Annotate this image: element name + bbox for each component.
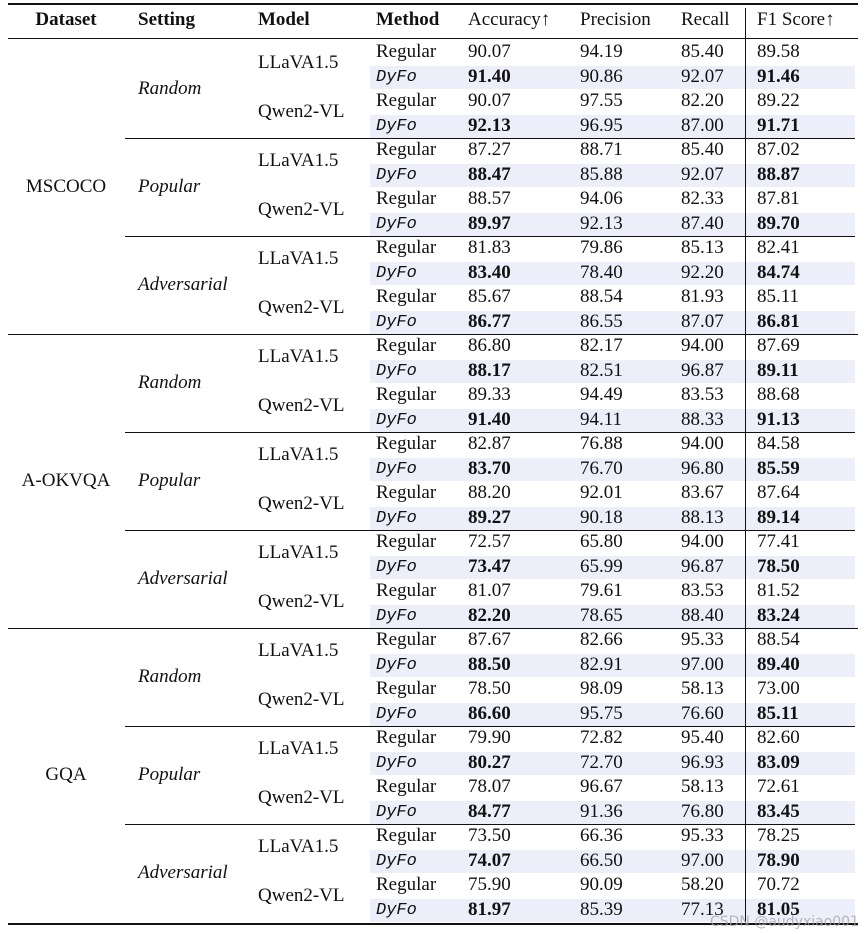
cell-method: Regular [376, 727, 437, 748]
cell-f1: 89.40 [757, 653, 800, 675]
model-label: LLaVA1.5 [258, 248, 339, 270]
header-accuracy: Accuracy↑ [468, 9, 551, 30]
cell-prec: 79.86 [580, 237, 623, 258]
cell-f1: 87.02 [757, 139, 800, 160]
model-label: Qwen2-VL [258, 199, 345, 221]
cell-rec: 97.00 [681, 653, 724, 675]
cell-f1: 78.90 [757, 849, 800, 871]
cell-acc: 73.50 [468, 825, 511, 846]
cell-f1: 91.46 [757, 65, 800, 87]
cell-prec: 95.75 [580, 702, 623, 724]
cell-method: DyFo [376, 459, 417, 479]
cell-method: DyFo [376, 263, 417, 283]
cell-prec: 85.88 [580, 163, 623, 185]
cell-f1: 84.74 [757, 261, 800, 283]
cell-method: Regular [376, 286, 437, 307]
header-setting: Setting [138, 9, 195, 30]
setting-label: Random [138, 371, 202, 393]
cell-f1: 88.68 [757, 384, 800, 405]
cell-rec: 92.07 [681, 163, 724, 185]
model-label: LLaVA1.5 [258, 346, 339, 368]
cell-acc: 73.47 [468, 555, 511, 577]
cell-rec: 81.93 [681, 286, 724, 307]
cell-acc: 78.07 [468, 776, 511, 797]
cell-rec: 94.00 [681, 433, 724, 454]
model-label: LLaVA1.5 [258, 836, 339, 858]
top-rule [8, 3, 858, 5]
cell-method: DyFo [376, 165, 417, 185]
cell-method: DyFo [376, 655, 417, 675]
cell-rec: 83.53 [681, 384, 724, 405]
cell-prec: 94.19 [580, 41, 623, 62]
cell-prec: 92.13 [580, 212, 623, 234]
cell-method: Regular [376, 874, 437, 895]
cell-rec: 85.40 [681, 139, 724, 160]
cell-rec: 76.60 [681, 702, 724, 724]
cell-prec: 82.91 [580, 653, 623, 675]
cell-rec: 96.87 [681, 555, 724, 577]
dataset-label: GQA [45, 763, 87, 785]
cell-acc: 84.77 [468, 800, 511, 822]
cell-rec: 82.33 [681, 188, 724, 209]
cell-f1: 78.25 [757, 825, 800, 846]
cell-method: Regular [376, 237, 437, 258]
cell-prec: 65.99 [580, 555, 623, 577]
cell-prec: 94.11 [580, 408, 623, 430]
cell-f1: 86.81 [757, 310, 800, 332]
cell-acc: 86.60 [468, 702, 511, 724]
cell-method: Regular [376, 776, 437, 797]
watermark: CSDN @audyxiao001 [709, 914, 859, 930]
cell-f1: 83.09 [757, 751, 800, 773]
cell-rec: 83.53 [681, 580, 724, 601]
cell-prec: 78.40 [580, 261, 623, 283]
cell-f1: 78.50 [757, 555, 800, 577]
cell-f1: 73.00 [757, 678, 800, 699]
cell-acc: 88.57 [468, 188, 511, 209]
cell-method: DyFo [376, 900, 417, 920]
cell-acc: 90.07 [468, 90, 511, 111]
cell-acc: 75.90 [468, 874, 511, 895]
cell-f1: 85.59 [757, 457, 800, 479]
model-label: Qwen2-VL [258, 493, 345, 515]
cell-method: DyFo [376, 214, 417, 234]
cell-f1: 77.41 [757, 531, 800, 552]
cell-f1: 82.41 [757, 237, 800, 258]
cell-f1: 88.54 [757, 629, 800, 650]
cell-f1: 72.61 [757, 776, 800, 797]
cell-f1: 87.81 [757, 188, 800, 209]
cell-rec: 94.00 [681, 531, 724, 552]
cell-rec: 87.40 [681, 212, 724, 234]
cell-prec: 78.65 [580, 604, 623, 626]
model-label: LLaVA1.5 [258, 150, 339, 172]
cell-prec: 76.70 [580, 457, 623, 479]
cell-f1: 91.13 [757, 408, 800, 430]
model-label: LLaVA1.5 [258, 640, 339, 662]
cell-method: Regular [376, 90, 437, 111]
cell-method: DyFo [376, 410, 417, 430]
cell-rec: 87.00 [681, 114, 724, 136]
cell-f1: 85.11 [757, 702, 799, 724]
cell-f1: 81.52 [757, 580, 800, 601]
cell-method: Regular [376, 482, 437, 503]
setting-label: Random [138, 77, 202, 99]
dataset-label: A-OKVQA [21, 469, 111, 491]
cell-method: DyFo [376, 361, 417, 381]
cell-rec: 95.33 [681, 825, 724, 846]
cell-rec: 85.40 [681, 41, 724, 62]
cell-prec: 92.01 [580, 482, 623, 503]
cell-prec: 72.70 [580, 751, 623, 773]
setting-label: Random [138, 665, 202, 687]
cell-acc: 81.83 [468, 237, 511, 258]
cell-acc: 90.07 [468, 41, 511, 62]
header-f1-score: F1 Score↑ [757, 9, 835, 30]
cell-rec: 88.33 [681, 408, 724, 430]
cell-method: DyFo [376, 704, 417, 724]
cell-method: Regular [376, 580, 437, 601]
cell-rec: 97.00 [681, 849, 724, 871]
cell-f1: 89.11 [757, 359, 799, 381]
model-label: Qwen2-VL [258, 395, 345, 417]
model-label: Qwen2-VL [258, 591, 345, 613]
cell-method: Regular [376, 678, 437, 699]
cell-prec: 66.50 [580, 849, 623, 871]
cell-method: Regular [376, 139, 437, 160]
header-dataset: Dataset [35, 9, 97, 30]
cell-prec: 90.86 [580, 65, 623, 87]
cell-prec: 98.09 [580, 678, 623, 699]
cell-method: DyFo [376, 116, 417, 136]
cell-method: DyFo [376, 851, 417, 871]
cell-acc: 92.13 [468, 114, 511, 136]
cell-acc: 82.87 [468, 433, 511, 454]
cell-prec: 90.18 [580, 506, 623, 528]
cell-prec: 94.06 [580, 188, 623, 209]
cell-prec: 90.09 [580, 874, 623, 895]
cell-prec: 65.80 [580, 531, 623, 552]
cell-rec: 82.20 [681, 90, 724, 111]
setting-label: Adversarial [138, 273, 228, 295]
cell-acc: 89.97 [468, 212, 511, 234]
cell-acc: 88.47 [468, 163, 511, 185]
cell-f1: 89.58 [757, 41, 800, 62]
cell-prec: 79.61 [580, 580, 623, 601]
cell-prec: 86.55 [580, 310, 623, 332]
cell-rec: 96.87 [681, 359, 724, 381]
cell-rec: 77.13 [681, 898, 724, 920]
cell-prec: 72.82 [580, 727, 623, 748]
setting-label: Popular [138, 763, 201, 785]
cell-prec: 97.55 [580, 90, 623, 111]
cell-f1: 83.45 [757, 800, 800, 822]
cell-prec: 94.49 [580, 384, 623, 405]
cell-prec: 76.88 [580, 433, 623, 454]
cell-rec: 58.20 [681, 874, 724, 895]
cell-method: DyFo [376, 508, 417, 528]
cell-acc: 85.67 [468, 286, 511, 307]
setting-label: Adversarial [138, 861, 228, 883]
header-method: Method [376, 9, 440, 30]
cell-rec: 76.80 [681, 800, 724, 822]
cell-rec: 96.93 [681, 751, 724, 773]
cell-acc: 87.67 [468, 629, 511, 650]
cell-f1: 87.64 [757, 482, 800, 503]
cell-method: Regular [376, 433, 437, 454]
cell-f1: 89.70 [757, 212, 800, 234]
cell-method: DyFo [376, 557, 417, 577]
cell-f1: 83.24 [757, 604, 800, 626]
cell-acc: 86.80 [468, 335, 511, 356]
model-label: LLaVA1.5 [258, 52, 339, 74]
cell-method: Regular [376, 384, 437, 405]
dataset-label: MSCOCO [25, 175, 107, 197]
cell-f1: 91.71 [757, 114, 800, 136]
cell-prec: 82.17 [580, 335, 623, 356]
cell-prec: 96.67 [580, 776, 623, 797]
cell-prec: 88.54 [580, 286, 623, 307]
cell-acc: 89.33 [468, 384, 511, 405]
cell-prec: 82.51 [580, 359, 623, 381]
cell-rec: 88.13 [681, 506, 724, 528]
cell-rec: 87.07 [681, 310, 724, 332]
cell-acc: 86.77 [468, 310, 511, 332]
cell-acc: 83.70 [468, 457, 511, 479]
cell-acc: 79.90 [468, 727, 511, 748]
cell-rec: 95.33 [681, 629, 724, 650]
cell-acc: 81.07 [468, 580, 511, 601]
cell-acc: 72.57 [468, 531, 511, 552]
model-label: Qwen2-VL [258, 689, 345, 711]
cell-acc: 89.27 [468, 506, 511, 528]
cell-rec: 58.13 [681, 776, 724, 797]
setting-label: Popular [138, 175, 201, 197]
cell-method: DyFo [376, 312, 417, 332]
model-label: Qwen2-VL [258, 297, 345, 319]
cell-f1: 70.72 [757, 874, 800, 895]
cell-method: DyFo [376, 606, 417, 626]
cell-f1: 89.14 [757, 506, 800, 528]
cell-prec: 96.95 [580, 114, 623, 136]
header-model: Model [258, 9, 310, 30]
cell-acc: 87.27 [468, 139, 511, 160]
cell-prec: 66.36 [580, 825, 623, 846]
cell-f1: 87.69 [757, 335, 800, 356]
cell-rec: 88.40 [681, 604, 724, 626]
cell-rec: 94.00 [681, 335, 724, 356]
cell-acc: 88.17 [468, 359, 511, 381]
header-precision: Precision [580, 9, 651, 30]
model-label: Qwen2-VL [258, 885, 345, 907]
model-label: LLaVA1.5 [258, 738, 339, 760]
cell-prec: 82.66 [580, 629, 623, 650]
model-label: Qwen2-VL [258, 101, 345, 123]
cell-rec: 92.20 [681, 261, 724, 283]
cell-rec: 96.80 [681, 457, 724, 479]
model-label: LLaVA1.5 [258, 542, 339, 564]
cell-method: Regular [376, 335, 437, 356]
cell-method: Regular [376, 531, 437, 552]
cell-acc: 91.40 [468, 408, 511, 430]
cell-method: DyFo [376, 753, 417, 773]
cell-acc: 91.40 [468, 65, 511, 87]
cell-method: Regular [376, 41, 437, 62]
cell-rec: 85.13 [681, 237, 724, 258]
cell-acc: 80.27 [468, 751, 511, 773]
setting-label: Adversarial [138, 567, 228, 589]
cell-rec: 58.13 [681, 678, 724, 699]
cell-f1: 89.22 [757, 90, 800, 111]
cell-method: Regular [376, 629, 437, 650]
cell-rec: 83.67 [681, 482, 724, 503]
cell-acc: 88.50 [468, 653, 511, 675]
cell-acc: 81.97 [468, 898, 511, 920]
cell-rec: 92.07 [681, 65, 724, 87]
cell-acc: 74.07 [468, 849, 511, 871]
cell-acc: 83.40 [468, 261, 511, 283]
cell-acc: 88.20 [468, 482, 511, 503]
model-label: Qwen2-VL [258, 787, 345, 809]
setting-label: Popular [138, 469, 201, 491]
model-label: LLaVA1.5 [258, 444, 339, 466]
cell-acc: 78.50 [468, 678, 511, 699]
f1-column-divider [745, 8, 746, 922]
cell-method: DyFo [376, 67, 417, 87]
cell-method: Regular [376, 188, 437, 209]
cell-f1: 81.05 [757, 898, 800, 920]
cell-f1: 82.60 [757, 727, 800, 748]
cell-f1: 84.58 [757, 433, 800, 454]
header-recall: Recall [681, 9, 730, 30]
cell-prec: 88.71 [580, 139, 623, 160]
cell-f1: 88.87 [757, 163, 800, 185]
cell-f1: 85.11 [757, 286, 800, 307]
cell-acc: 82.20 [468, 604, 511, 626]
cell-prec: 85.39 [580, 898, 623, 920]
cell-method: DyFo [376, 802, 417, 822]
cell-rec: 95.40 [681, 727, 724, 748]
cell-method: Regular [376, 825, 437, 846]
cell-prec: 91.36 [580, 800, 623, 822]
